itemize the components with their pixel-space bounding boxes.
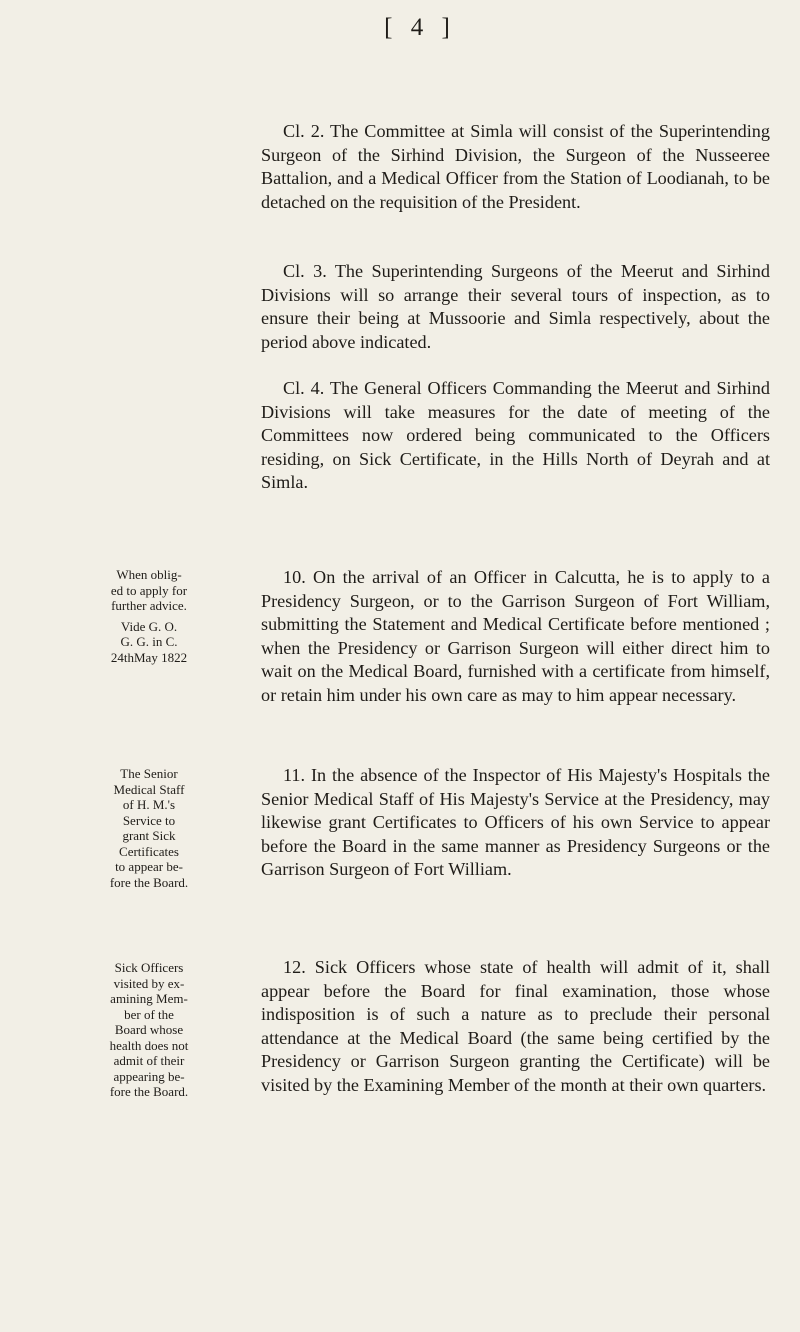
- marginal-note-10-heading: When oblig- ed to apply for further advice.: [110, 567, 188, 613]
- marginal-note-11: [49, 766, 249, 890]
- paragraph-10: 10. On the arrival of an Officer in Calcutta, he is to apply to a Presidency Surgeon, or to the Garrison Surgeon of Fort William, submitting the Statement and Medical Certificate before mentioned ; when the Presidency or Garrison Surgeon will either direct him to wait on the Medical Board, furnished with a certificate from himself, or retain him under his own care as may to him appear necessary.: [261, 567, 770, 705]
- paragraph-11: 11. In the absence of the Inspector of His Majesty's Hospitals the Senior Medical Staff of His Majesty's Service at the Presidency, may likewise grant Certificates to Officers of his own Service to appear before the Board in the same manner as Presidency Surgeons or the Garrison Surgeon of Fort William.: [261, 765, 770, 880]
- marginal-note-12: [49, 960, 249, 1100]
- marginal-note-10: [49, 567, 249, 665]
- marginal-note-11-text: The Senior Medical Staff of H. M.'s Service to grant Sick Certificates to appear be- fore the Board.: [109, 766, 189, 890]
- paragraph-12: 12. Sick Officers whose state of health will admit of it, shall appear before the Board for final examination, those whose indisposition is of such a nature as to preclude their personal attendance at the Medical Board (the same being certified by the Presidency or Garrison Surgeon granting the Certificate) will be visited by the Examining Member of the month at their own quarters.: [261, 957, 770, 1095]
- paragraph-clause-4: Cl. 4. The General Officers Commanding the Meerut and Sirhind Divisions will take measures for the date of meeting of the Committees now ordered being communicated to the Officers residing, on Sick Certificate, in the Hills North of Deyrah and at Simla.: [261, 378, 770, 493]
- paragraph-clause-3: Cl. 3. The Superintending Surgeons of the Meerut and Sirhind Divisions will so arrange their several tours of inspection, as to ensure their being at Mussoorie and Simla respectively, about the period above indicated.: [261, 261, 770, 352]
- paragraph-clause-2: Cl. 2. The Committee at Simla will consist of the Superintending Surgeon of the Sirhind Division, the Surgeon of the Nusseeree Battalion, and a Medical Officer from the Station of Loodianah, to be detached on the requisition of the President.: [261, 121, 770, 212]
- marginal-note-10-reference: Vide G. O. G. G. in C. 24thMay 1822: [110, 618, 188, 665]
- page-number: [ 4 ]: [384, 14, 456, 41]
- marginal-note-12-text: Sick Officers visited by ex- amining Mem- ber of the Board whose health does not admit of their appearing be- fore the Board.: [109, 960, 189, 1099]
